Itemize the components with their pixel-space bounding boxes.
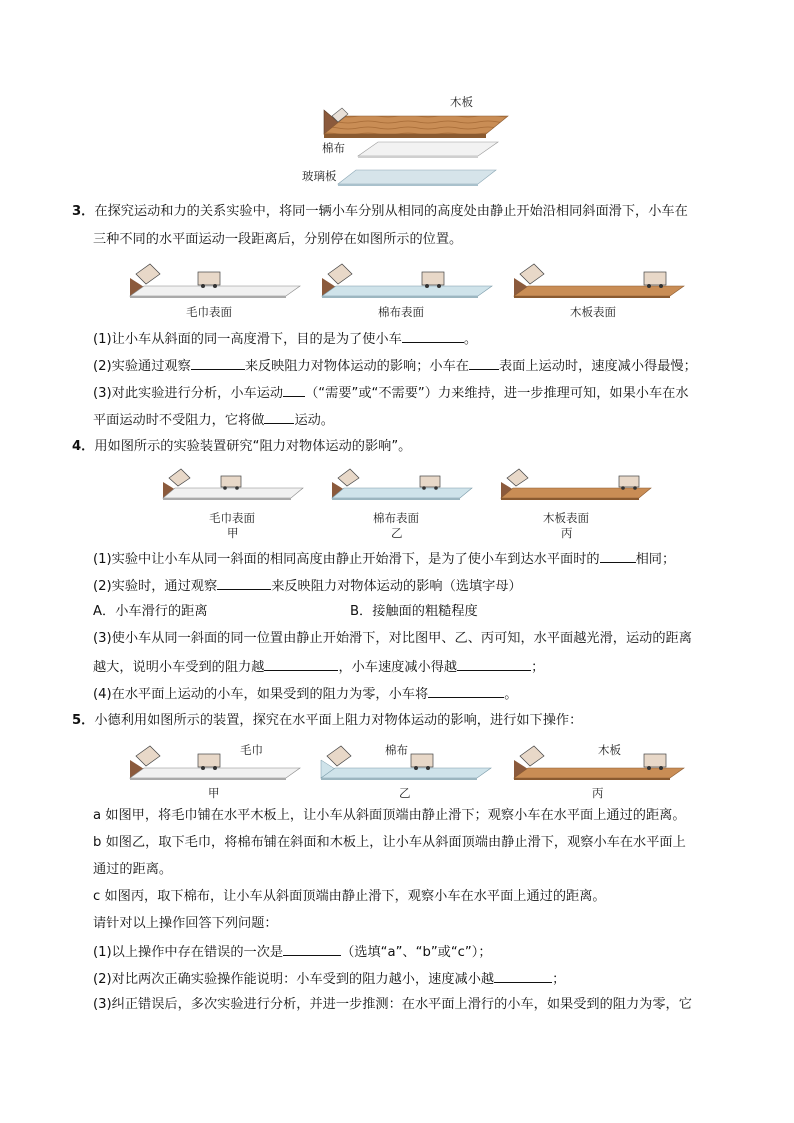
q4-p1-text: (1)实验中让小车从同一斜面的相同高度由静止开始滑下，是为了使小车到达水平面时的 [93, 552, 600, 567]
top-figure [318, 96, 503, 188]
label-glass: 玻璃板 [302, 169, 337, 183]
q3-stem-text1: 在探究运动和力的关系实验中，将同一辆小车分别从相同的高度处由静止开始沿相同斜面滑下，小车在 [94, 204, 688, 219]
q4-label-towel: 毛巾表面 [209, 511, 255, 525]
q5-ask: 请针对以上操作回答下列问题： [93, 916, 278, 931]
q5-figure-towel [130, 740, 300, 780]
q5-step-b-line1: b 如图乙，取下毛巾，将棉布铺在斜面和木板上，让小车从斜面顶端由静止滑下，观察小车在水平面上 [93, 835, 686, 850]
q5-p2-text: (2)对比两次正确实验操作能说明：小车受到的阻力越小，速度减小越 [93, 972, 495, 987]
q4-p1-blank[interactable] [600, 548, 636, 563]
q3-p3-text1: (3)对此实验进行分析，小车运动 [93, 386, 284, 401]
q3-p2-text2: 来反映阻力对物体运动的影响；小车在 [244, 359, 469, 374]
q5-sublabel-yi: 乙 [399, 786, 411, 800]
q4-label-cotton: 棉布表面 [373, 511, 419, 525]
q4-stem-text: 用如图所示的实验装置研究“阻力对物体运动的影响”。 [94, 439, 412, 454]
q4-p3-text3: ，小车速度减小得越 [338, 660, 458, 675]
q5-stem [72, 711, 582, 731]
q4-part2 [93, 575, 522, 597]
q3-label-towel: 毛巾表面 [186, 305, 232, 319]
q4-figure-towel [163, 464, 303, 500]
q4-stem [72, 437, 411, 457]
q4-option-b[interactable]: B．接触面的粗糙程度 [350, 604, 478, 619]
q3-p1-text: (1)让小车从斜面的同一高度滑下，目的是为了使小车 [93, 332, 402, 347]
q4-p4-blank[interactable] [428, 683, 504, 698]
q3-p3-text4: 运动。 [294, 413, 334, 428]
q5-number: 5． [72, 713, 95, 728]
q4-option-a[interactable]: A．小车滑行的距离 [93, 604, 208, 619]
q4-p4-end: 。 [504, 687, 518, 702]
q4-label-wood: 木板表面 [543, 511, 589, 525]
q4-p2-blank[interactable] [217, 575, 271, 590]
label-cotton: 棉布 [322, 141, 345, 155]
q3-stem-line2: 三种不同的水平面运动一段距离后，分别停在如图所示的位置。 [93, 232, 463, 247]
q5-part2 [93, 968, 565, 990]
q5-step-b-line2: 通过的距离。 [93, 862, 173, 877]
q3-p2-blank2[interactable] [469, 355, 499, 370]
q4-p3-blank1[interactable] [264, 656, 338, 671]
q4-sublabel-jia: 甲 [227, 526, 239, 540]
q5-p1-end: （选填“a”、“b”或“c”）； [341, 945, 492, 960]
q4-p1-end: 相同； [635, 552, 676, 567]
q3-p1-end: 。 [463, 332, 477, 347]
q4-part4 [93, 683, 517, 705]
q3-part1 [93, 328, 477, 350]
q5-p2-end: ； [552, 972, 566, 987]
q3-figure-towel [130, 258, 300, 298]
q4-sublabel-bing: 丙 [561, 526, 573, 540]
q3-figure-cotton [322, 258, 492, 298]
q5-step-c: c 如图丙，取下棉布，让小车从斜面顶端由静止滑下，观察小车在水平面上通过的距离。 [93, 889, 606, 904]
q3-figure-wood [514, 258, 684, 298]
q3-part2 [93, 355, 697, 377]
q3-part3 [93, 382, 689, 404]
q4-figure-cotton [332, 464, 472, 500]
q5-top-label-towel: 毛巾 [240, 743, 263, 757]
q4-p3-text2: 越大，说明小车受到的阻力越 [93, 660, 265, 675]
q5-sublabel-jia: 甲 [208, 786, 220, 800]
q5-p1-text: (1)以上操作中存在错误的一次是 [93, 945, 284, 960]
q4-sublabel-yi: 乙 [391, 526, 403, 540]
q5-stem-text: 小德利用如图所示的装置，探究在水平面上阻力对物体运动的影响，进行如下操作： [94, 713, 583, 728]
q5-p2-blank[interactable] [494, 968, 552, 983]
q3-label-cotton: 棉布表面 [378, 305, 424, 319]
q3-p3-text3: 平面运动时不受阻力，它将做 [93, 413, 265, 428]
q4-p2-text2: 来反映阻力对物体运动的影响（选填字母） [271, 579, 522, 594]
q3-p3-text2: （“需要”或“不需要”）力来维持，进一步推理可知，如果小车在水 [305, 386, 689, 401]
q4-p3-end: ； [531, 660, 545, 675]
q4-number: 4． [72, 439, 95, 454]
q5-figure-cotton [321, 740, 491, 780]
q5-part3: (3)纠正错误后，多次实验进行分析，并进一步推测：在水平面上滑行的小车，如果受到的阻力为零，它 [93, 997, 692, 1012]
q4-p2-text1: (2)实验时，通过观察 [93, 579, 218, 594]
q3-label-wood: 木板表面 [570, 305, 616, 319]
q3-number: 3． [72, 204, 95, 219]
q4-part3-cont [93, 656, 544, 678]
q5-top-label-wood: 木板 [598, 743, 621, 757]
q3-part3-cont [93, 409, 334, 431]
q3-p2-text1: (2)实验通过观察 [93, 359, 191, 374]
q3-p1-blank[interactable] [402, 328, 464, 343]
q4-part1 [93, 548, 675, 570]
q5-part1 [93, 941, 492, 963]
q5-top-label-cotton: 棉布 [385, 743, 408, 757]
q4-figure-wood [501, 464, 651, 500]
q5-p1-blank[interactable] [283, 941, 341, 956]
q4-part3: (3)使小车从同一斜面的同一位置由静止开始滑下，对比图甲、乙、丙可知，水平面越光滑，运动的距离 [93, 631, 692, 646]
q3-stem-line1 [72, 202, 688, 222]
q4-p4-text: (4)在水平面上运动的小车，如果受到的阻力为零，小车将 [93, 687, 429, 702]
q5-step-a: a 如图甲，将毛巾铺在水平木板上，让小车从斜面顶端由静止滑下；观察小车在水平面上通过的距离。 [93, 808, 686, 823]
q4-p3-blank2[interactable] [457, 656, 531, 671]
q3-p3-blank2[interactable] [264, 409, 294, 424]
q3-p2-text3: 表面上运动时，速度减小得最慢； [499, 359, 697, 374]
q3-p3-blank1[interactable] [283, 382, 305, 397]
q5-sublabel-bing: 丙 [592, 786, 604, 800]
q3-p2-blank1[interactable] [191, 355, 245, 370]
label-wood: 木板 [450, 95, 473, 109]
q5-figure-wood [514, 740, 684, 780]
